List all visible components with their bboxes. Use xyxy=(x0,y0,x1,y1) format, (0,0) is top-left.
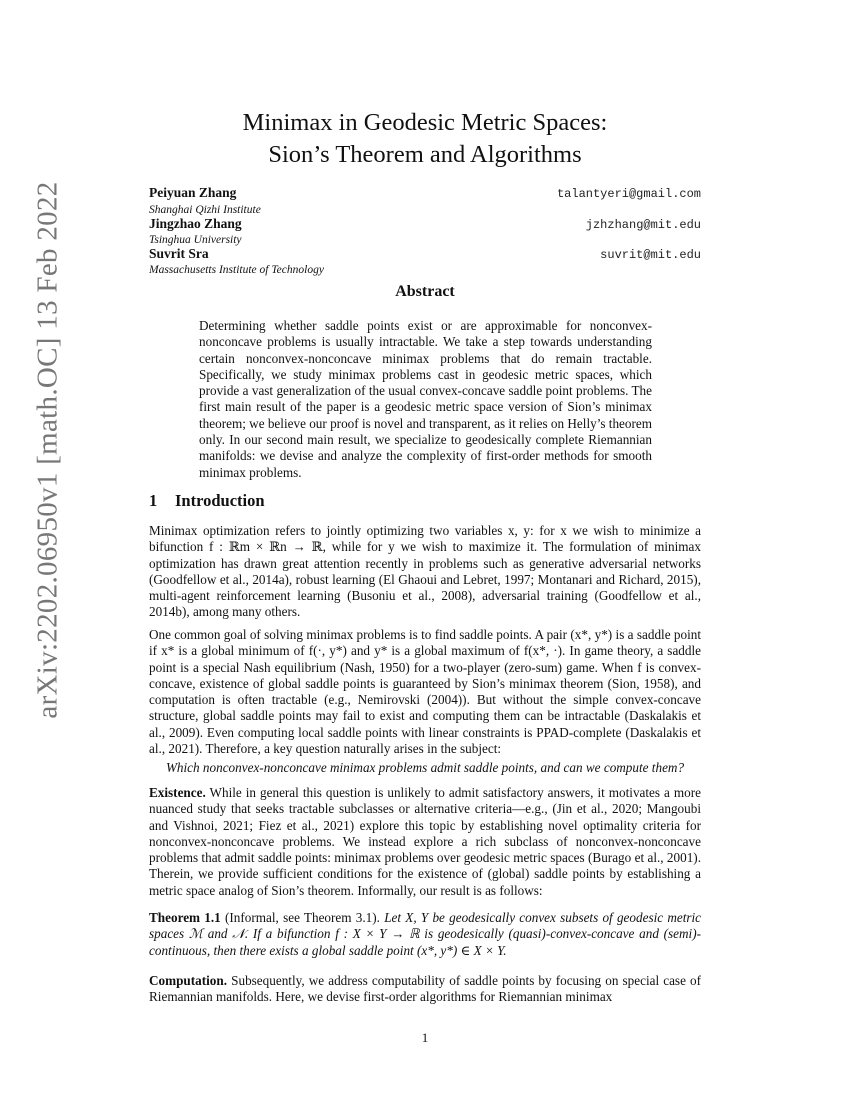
author-name: Peiyuan Zhang xyxy=(149,185,237,200)
author-email[interactable]: suvrit@mit.edu xyxy=(600,248,701,262)
author-email[interactable]: jzhzhang@mit.edu xyxy=(585,218,701,232)
author-email[interactable]: talantyeri@gmail.com xyxy=(556,187,701,201)
author-name: Suvrit Sra xyxy=(149,246,209,261)
title-line-2: Sion’s Theorem and Algorithms xyxy=(268,141,582,168)
arxiv-stamp-text: arXiv:2202.06950v1 [math.OC] 13 Feb 2022 xyxy=(31,181,64,719)
theorem-lead: Theorem 1.1 xyxy=(149,910,221,925)
section-heading xyxy=(149,491,265,511)
abstract-text: Determining whether saddle points exist or are approximable for nonconvex-nonconcave problems is usually intractable. We take a step towards understanding certain nonconvex-nonconcave minimax problems that do remain tractable. Specifically, we study minimax problems cast in geodesic metric spaces, which provide a vast generalization of the usual convex-concave saddle point problems. The first main result of the paper is a geodesic metric space version of Sion’s minimax theorem; we believe our proof is novel and transparent, as it relies on Helly’s theorem only. In our second main result, we specialize to geodesically complete Riemannian manifolds: we devise and analyze the complexity of first-order methods for smooth minimax problems. xyxy=(199,318,652,480)
author-name: Jingzhao Zhang xyxy=(149,216,242,231)
paper-title xyxy=(150,107,700,171)
theorem-1-1 xyxy=(149,910,701,959)
abstract-heading: Abstract xyxy=(395,283,455,300)
section-title: Introduction xyxy=(175,491,265,510)
existence-lead: Existence. xyxy=(149,785,206,800)
key-question: Which nonconvex-nonconcave minimax problems admit saddle points, and can we compute them? xyxy=(165,760,685,775)
intro-paragraph-1: Minimax optimization refers to jointly optimizing two variables x, y: for x we wish to minimize a bifunction f : ℝm × ℝn → ℝ, while for y we wish to maximize it. The formulation of minimax optimization has drawn great attention recently in problems such as generative adversarial networks (Goodfellow et al., 2014a), robust learning (El Ghaoui and Lebret, 1997; Montanari and Richard, 2015), multi-agent reinforcement learning (Busoniu et al., 2008), adversarial training (Goodfellow et al., 2014b), among many others. xyxy=(149,523,701,620)
existence-text: While in general this question is unlikely to admit satisfactory answers, it motivates a more nuanced study that seeks tractable subclasses or alternative criteria—e.g., (Jin et al., 2020; Mangoubi and Vishnoi, 2021; Fiez et al., 2021) explore this topic by establishing novel optimality criteria for nonconvex-nonconcave problems. We instead explore a rich subclass of nonconvex-nonconcave problems that admit saddle points: minimax problems over geodesic metric spaces (Burago et al., 2001). Therein, we provide sufficient conditions for the existence of (global) saddle points by establishing a metric space analog of Sion’s theorem. Informally, our result is as follows: xyxy=(149,785,701,898)
intro-paragraph-2: One common goal of solving minimax problems is to find saddle points. A pair (x*, y*) is a saddle point if x* is a global minimum of f(·, y*) and y* is a global maximum of f(x*, ·). In game theory, a saddle point is a special Nash equilibrium (Nash, 1950) for a two-player (zero-sum) game. When f is convex-concave, existence of global saddle points is guaranteed by Sion’s minimax theorem (Sion, 1958), and computation is often tractable (e.g., Nemirovski (2004)). But without the simple convex-concave structure, global saddle points may fail to exist and computing them can be intractable (Daskalakis et al., 2009). Even computing local saddle points with linear constraints is PPAD-complete (Daskalakis et al., 2021). Therefore, a key question naturally arises in the subject: xyxy=(149,627,701,757)
section-number: 1 xyxy=(149,491,158,510)
computation-paragraph xyxy=(149,973,701,1006)
existence-paragraph xyxy=(149,785,701,899)
author-affiliation: Massachusetts Institute of Technology xyxy=(149,264,324,276)
author-affiliation: Tsinghua University xyxy=(149,234,242,246)
theorem-ref[interactable]: (Informal, see Theorem 3.1). xyxy=(225,910,380,925)
page-number: 1 xyxy=(421,1030,429,1045)
computation-lead: Computation. xyxy=(149,973,228,988)
title-line-1: Minimax in Geodesic Metric Spaces: xyxy=(242,109,608,136)
author-affiliation: Shanghai Qizhi Institute xyxy=(149,204,261,216)
theorem-statement: Let X, Y be geodesically convex subsets of geodesic metric spaces ℳ and 𝒩. If a bifunction f : X × Y → ℝ is geodesically (quasi)-convex-concave and (semi)-continuous, then there exists a global saddle point (x*, y*) ∈ X × Y. xyxy=(149,910,702,958)
arxiv-side-stamp xyxy=(18,181,78,719)
computation-text: Subsequently, we address computability of saddle points by focusing on special case of Riemannian manifolds. Here, we devise first-order algorithms for Riemannian minimax xyxy=(149,973,702,1005)
